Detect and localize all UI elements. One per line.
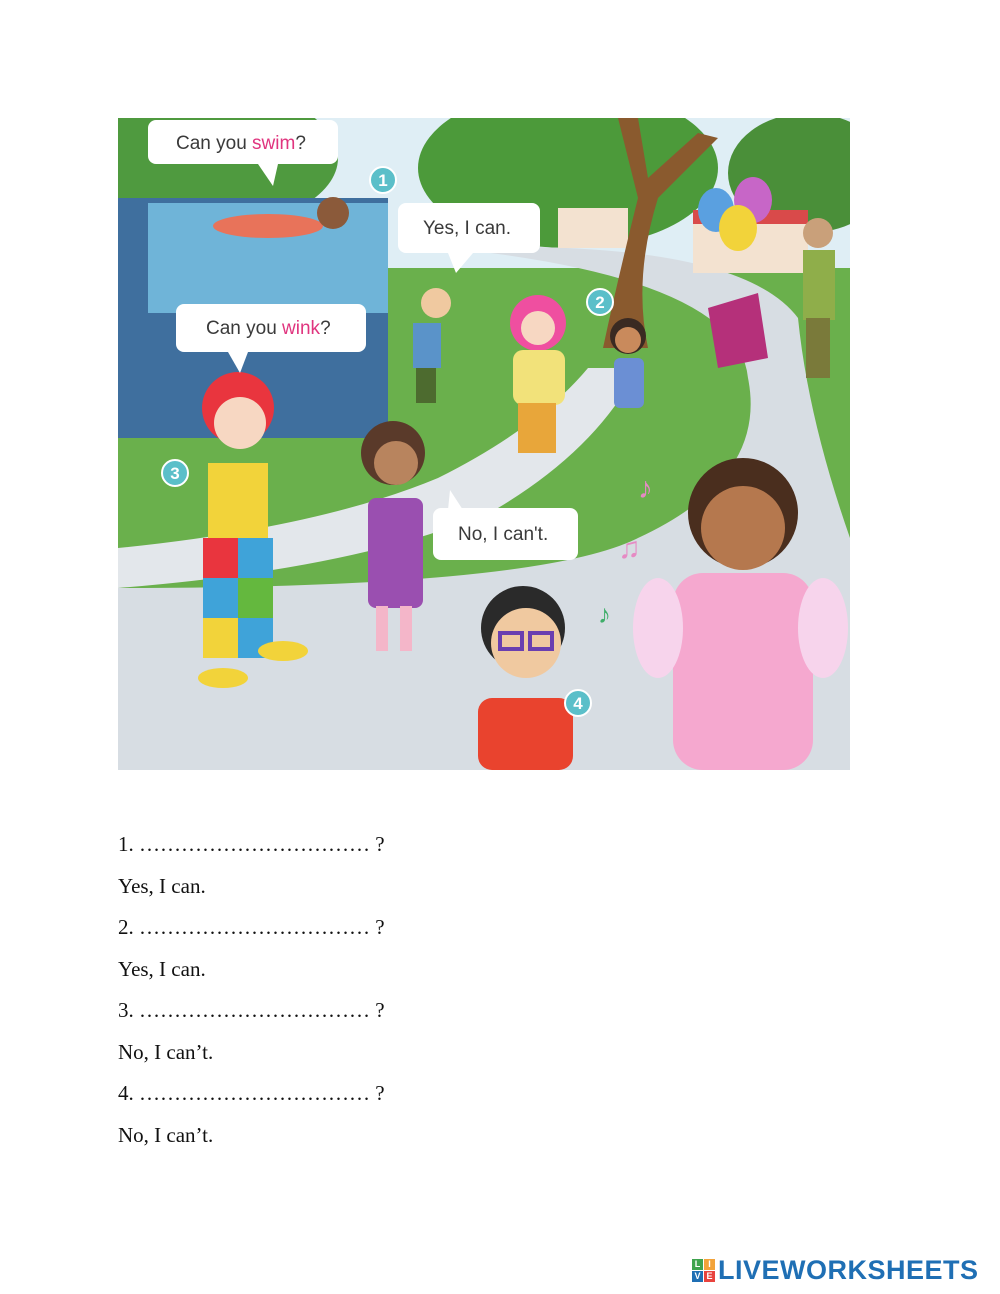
question-2: 2. …………………………… ? bbox=[118, 915, 385, 939]
svg-text:Can you wink? bbox=[206, 318, 331, 339]
badge-1 bbox=[370, 167, 396, 193]
lady-head bbox=[803, 218, 833, 248]
clown-face bbox=[521, 311, 555, 345]
clown-suit bbox=[513, 350, 565, 405]
answer-3: No, I can’t. bbox=[118, 1039, 214, 1064]
bubble-1-highlight: swim bbox=[252, 133, 296, 154]
svg-text:Can you swim? bbox=[176, 133, 306, 154]
bubble-1-post: ? bbox=[295, 133, 306, 154]
bubble-3-post: ? bbox=[320, 318, 331, 339]
bubble-2-text: Yes, I can. bbox=[423, 218, 512, 239]
girl-dress bbox=[614, 358, 644, 408]
clown-shoe bbox=[258, 641, 308, 661]
clown-face bbox=[214, 397, 266, 449]
girl-face bbox=[374, 441, 418, 485]
badge-4 bbox=[565, 690, 591, 716]
bubble-4-text: No, I can't. bbox=[458, 524, 549, 545]
svg-text:2: 2 bbox=[595, 293, 605, 312]
music-note: ♪ bbox=[638, 472, 653, 505]
svg-text:3: 3 bbox=[170, 464, 180, 483]
logo-text: LIVEWORKSHEETS bbox=[718, 1254, 979, 1285]
badge-2 bbox=[587, 289, 613, 315]
answer-4: No, I can’t. bbox=[118, 1122, 214, 1147]
bubble-3-highlight: wink bbox=[282, 318, 321, 339]
singer-face bbox=[701, 486, 785, 570]
answer-2: Yes, I can. bbox=[118, 956, 206, 981]
svg-text:♪: ♪ bbox=[598, 600, 611, 629]
svg-text:No, I can't. bbox=[458, 524, 548, 545]
question-1: 1. …………………………… ? bbox=[118, 832, 385, 856]
svg-text:4: 4 bbox=[573, 694, 583, 713]
park-scene bbox=[118, 118, 850, 770]
clown-legs bbox=[518, 403, 556, 453]
singer-dress bbox=[673, 573, 813, 770]
park-illustration bbox=[118, 118, 850, 770]
stall bbox=[558, 208, 628, 248]
logo-mark-icon: L I V E bbox=[692, 1259, 715, 1282]
svg-text:1: 1 bbox=[378, 171, 388, 190]
boy-head bbox=[421, 288, 451, 318]
question-3: 3. …………………………… ? bbox=[118, 998, 385, 1022]
answer-1: Yes, I can. bbox=[118, 873, 206, 898]
boy-shirt bbox=[478, 698, 573, 770]
boy-shirt bbox=[413, 323, 441, 368]
clown-shirt bbox=[208, 463, 268, 543]
lady-body bbox=[803, 250, 835, 320]
liveworksheets-logo bbox=[692, 1253, 979, 1287]
svg-text:Yes, I can. bbox=[423, 218, 511, 239]
balloon bbox=[719, 205, 757, 251]
exercise-lines bbox=[118, 826, 718, 1158]
svg-text:♫: ♫ bbox=[618, 532, 641, 565]
bubble-3-pre: Can you bbox=[206, 318, 283, 339]
girl-face bbox=[615, 327, 641, 353]
singer-sleeve bbox=[633, 578, 683, 678]
girl-dress bbox=[368, 498, 423, 608]
swimmer-head bbox=[317, 197, 349, 229]
bubble-1-pre: Can you bbox=[176, 133, 253, 154]
clown-shoe bbox=[198, 668, 248, 688]
lady-legs bbox=[806, 318, 830, 378]
question-4: 4. …………………………… ? bbox=[118, 1081, 385, 1105]
badge-3 bbox=[162, 460, 188, 486]
boy-pants bbox=[416, 368, 436, 403]
swimmer-body bbox=[213, 214, 323, 238]
